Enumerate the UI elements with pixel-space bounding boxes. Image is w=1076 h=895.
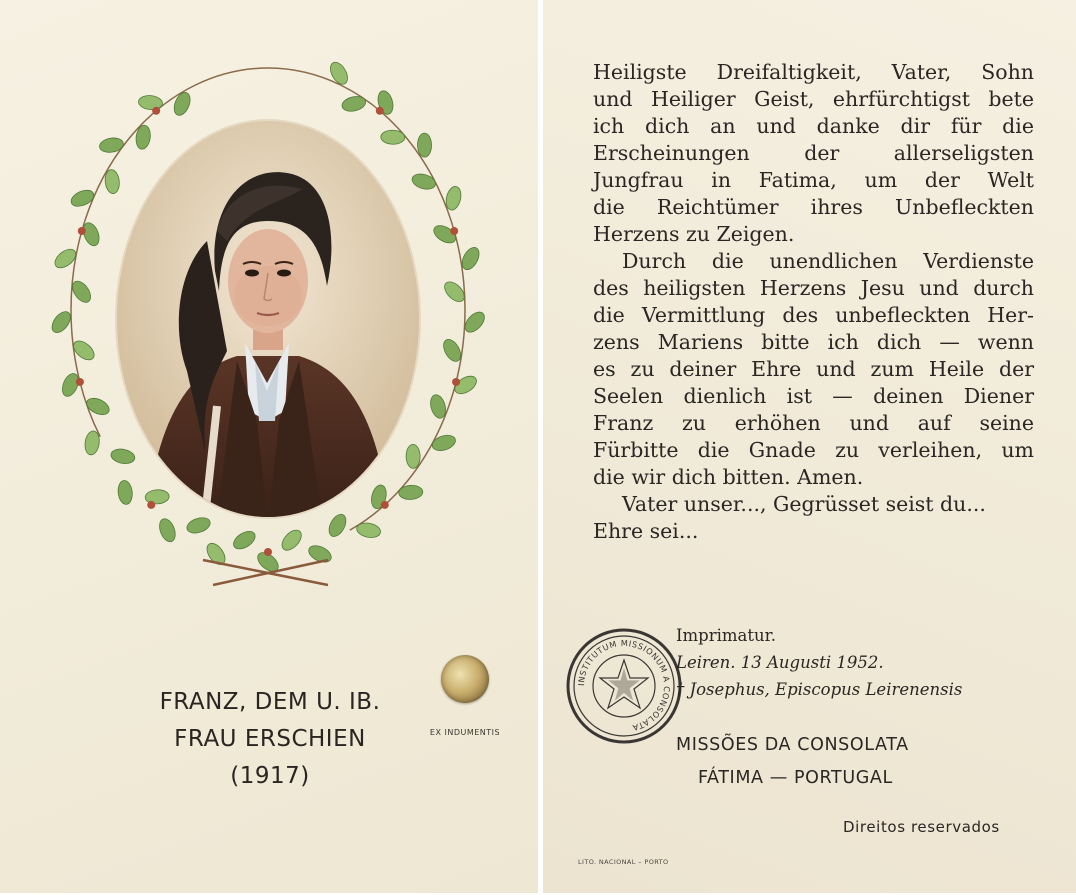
prayer-line: Franz zu erhöhen und auf seine — [593, 411, 1034, 435]
laurel-leaf — [69, 187, 97, 209]
laurel-leaf — [406, 444, 420, 468]
consolata-seal-icon — [564, 626, 684, 746]
seal-text: INSTITUTUM MISSIONUM A CONSOLATA — [575, 637, 673, 734]
imprimatur-place-date: Leiren. 13 Augusti 1952. — [676, 653, 884, 672]
laurel-berry — [381, 501, 389, 509]
laurel-leaf — [110, 447, 136, 465]
portrait-oval — [117, 121, 419, 517]
caption-line-2: FRAU ERSCHIEN — [174, 726, 366, 752]
caption-line-3: (1917) — [230, 763, 310, 789]
laurel-berry — [147, 501, 155, 509]
laurel-leaf — [417, 133, 431, 157]
laurel-leaf — [98, 136, 124, 154]
prayer-line: ich dich an und danke dir für die — [593, 114, 1034, 138]
laurel-berry — [452, 378, 460, 386]
laurel-berry — [78, 227, 86, 235]
prayer-line: Herzens zu Zeigen. — [593, 222, 795, 246]
laurel-leaf — [381, 130, 405, 145]
prayer-line: die Reichtümer ihres Unbefleckten — [593, 195, 1034, 219]
laurel-leaf — [104, 169, 121, 194]
laurel-leaf — [278, 527, 305, 554]
laurel-berry — [264, 548, 272, 556]
laurel-leaf — [230, 528, 258, 553]
laurel-leaf — [430, 433, 457, 454]
laurel-leaf — [410, 172, 437, 192]
laurel-berry — [76, 378, 84, 386]
caption-line-1: FRANZ, DEM U. IB. — [159, 689, 381, 715]
prayer-line: Ehre sei... — [593, 519, 699, 543]
prayer-line: des heiligsten Herzens Jesu und durch — [593, 276, 1034, 300]
prayer-line: Jungfrau in Fatima, um der Welt — [593, 168, 1034, 192]
prayer-line: Seelen dienlich ist — deinen Diener — [593, 384, 1034, 408]
prayer-line: die Vermittlung des unbefleckten Her- — [593, 303, 1034, 327]
prayer-line: es zu deiner Ehre und zum Heile der — [593, 357, 1034, 381]
publisher-name: MISSÕES DA CONSOLATA — [676, 735, 909, 755]
prayer-line: und Heiliger Geist, ehrfürchtigst bete — [593, 87, 1034, 111]
relic-label: EX INDUMENTIS — [429, 728, 501, 737]
rights-notice: Direitos reservados — [843, 818, 1000, 836]
laurel-leaf — [48, 308, 74, 336]
prayer-text — [593, 59, 1034, 545]
prayer-line: Durch die unendlichen Verdienste — [622, 249, 1034, 273]
prayer-line: Heiligste Dreifaltigkeit, Vater, Sohn — [593, 60, 1034, 84]
prayer-line: Fürbitte die Gnade zu verleihen, um — [593, 438, 1034, 462]
portrait-image — [117, 121, 419, 517]
prayer-line: Erscheinungen der allerseligsten — [593, 141, 1034, 165]
imprimatur-block — [676, 622, 1036, 703]
prayer-line: zens Mariens bitte ich dich — wenn — [593, 330, 1034, 354]
laurel-berry — [450, 227, 458, 235]
publisher-location: FÁTIMA — PORTUGAL — [698, 768, 893, 788]
prayer-line: Vater unser..., Gegrüsset seist du... — [622, 492, 986, 516]
laurel-leaf — [327, 59, 351, 87]
laurel-leaf — [138, 94, 163, 110]
card-caption — [100, 684, 440, 795]
laurel-berry — [376, 107, 384, 115]
holy-card-front — [0, 0, 538, 893]
laurel-leaf — [84, 395, 112, 418]
imprimatur-title: Imprimatur. — [676, 626, 776, 645]
prayer-line: die wir dich bitten. Amen. — [593, 465, 864, 489]
imprimatur-signatory: † Josephus, Episcopus Leirenensis — [676, 680, 963, 699]
laurel-leaf — [185, 515, 212, 536]
laurel-leaf — [326, 512, 350, 540]
laurel-leaf — [157, 517, 179, 544]
laurel-leaf — [171, 90, 193, 118]
printer-credit: LITO. NACIONAL – PORTO — [578, 858, 669, 866]
relic-capsule — [441, 655, 489, 703]
laurel-leaf — [117, 480, 134, 505]
publisher-block — [676, 729, 976, 795]
laurel-berry — [152, 107, 160, 115]
